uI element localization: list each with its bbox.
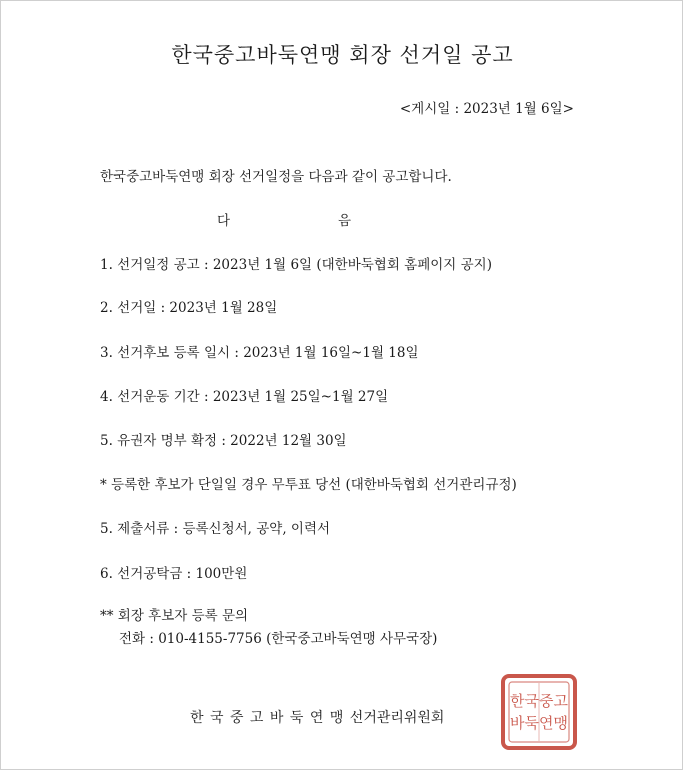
item-campaign-period: 4. 선거운동 기간 : 2023년 1월 25일~1월 27일: [100, 389, 389, 405]
heading-char-eum: 음: [337, 213, 351, 229]
inquiry-phone: 전화 : 010-4155-7756 (한국중고바둑연맹 사무국장): [119, 631, 438, 647]
item-announcement-date: 1. 선거일정 공고 : 2023년 1월 6일 (대한바둑협회 홈페이지 공지): [100, 257, 492, 273]
seal-text-line1: 한국중고: [510, 692, 568, 710]
note-single-candidate: * 등록한 후보가 단일일 경우 무투표 당선 (대한바둑협회 선거관리규정): [100, 477, 517, 493]
item-election-date: 2. 선거일 : 2023년 1월 28일: [100, 300, 278, 316]
notice-title: 한국중고바둑연맹 회장 선거일 공고: [171, 43, 514, 67]
issuer-signature: 한 국 중 고 바 둑 연 맹 선거관리위원회: [190, 710, 445, 726]
da-eum-heading: [217, 209, 351, 229]
item-documents: 5. 제출서류 : 등록신청서, 공약, 이력서: [100, 521, 331, 537]
posted-date: <게시일 : 2023년 1월 6일>: [399, 101, 574, 117]
item-deposit: 6. 선거공탁금 : 100만원: [100, 566, 248, 582]
item-voter-roll: 5. 유권자 명부 확정 : 2022년 12월 30일: [100, 433, 347, 449]
item-registration-period: 3. 선거후보 등록 일시 : 2023년 1월 16일~1월 18일: [100, 345, 419, 361]
heading-char-da: 다: [217, 213, 231, 229]
inquiry-title: ** 회장 후보자 등록 문의: [100, 608, 249, 624]
seal-text-line2: 바둑연맹: [510, 714, 568, 732]
intro-text: 한국중고바둑연맹 회장 선거일정을 다음과 같이 공고합니다.: [100, 169, 452, 185]
official-seal-stamp: [500, 673, 578, 751]
